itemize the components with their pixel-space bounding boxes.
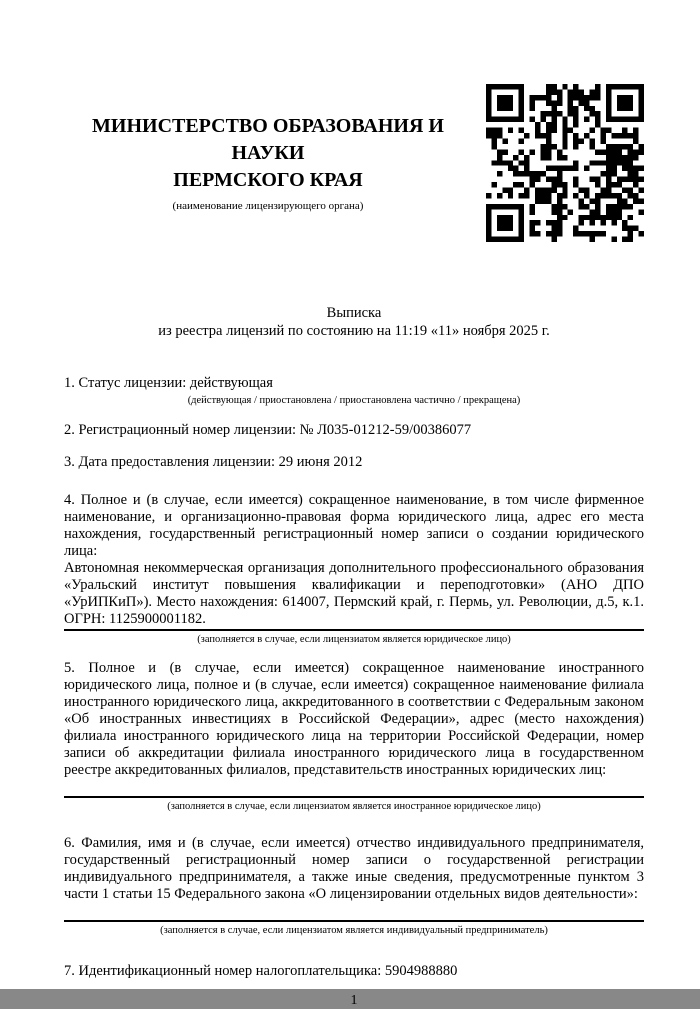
legal-entity-caption: (заполняется в случае, если лицензиатом является юридическое лицо) <box>197 634 511 645</box>
ministry-name-line2: ПЕРМСКОГО КРАЯ <box>173 169 363 191</box>
taxpayer-number-text: 7. Идентификационный номер налогоплательщика: 5904988880 <box>64 963 458 979</box>
item-license-number <box>64 422 644 439</box>
title-line1: Выписка <box>326 305 382 321</box>
license-grant-date-text: 3. Дата предоставления лицензии: 29 июня 2012 <box>64 454 363 470</box>
document-body <box>64 375 644 1009</box>
legal-entity-label: 4. Полное и (в случае, если имеется) сокращенное наименование, в том числе фирменное наименование, и организационно-правовая форма юридического лица, адрес его места нахождения, государственный регистрационный номер записи о создании юридического лица: <box>64 492 644 559</box>
fill-line-entrepreneur <box>64 920 644 922</box>
fill-line-foreign-entity <box>64 796 644 798</box>
licensing-authority-block <box>64 113 486 213</box>
fill-line-legal-entity <box>64 629 644 631</box>
title-line2: из реестра лицензий по состоянию на 11:19 «11» ноября 2025 г. <box>158 323 550 339</box>
page-number: 1 <box>350 993 358 1008</box>
license-status-text: 1. Статус лицензии: действующая <box>64 375 273 391</box>
item-legal-entity <box>64 492 644 646</box>
legal-entity-value: Автономная некоммерческая организация дополнительного профессионального образования «Уральский институт повышения квалификации и переподготовки» (АНО ДПО «УрИПКиП»). Место нахождения: 614007, Пермский край, г. Пермь, ул. Революции, д.5, к.1. ОГРН: 1125900001182. <box>64 560 644 627</box>
document-title <box>64 304 644 340</box>
item-foreign-entity <box>64 660 644 813</box>
license-number-text: 2. Регистрационный номер лицензии: № Л035-01212-59/00386077 <box>64 422 472 438</box>
foreign-entity-blank-value <box>64 779 644 795</box>
license-status-caption: (действующая / приостановлена / приостановлена частично / прекращена) <box>187 395 521 406</box>
entrepreneur-caption: (заполняется в случае, если лицензиатом является индивидуальный предприниматель) <box>160 925 548 936</box>
ministry-caption: (наименование лицензирующего органа) <box>172 200 364 212</box>
item-taxpayer-number <box>64 963 644 980</box>
entrepreneur-blank-value <box>64 903 644 919</box>
item-license-status <box>64 375 644 407</box>
qr-code-icon <box>486 84 644 242</box>
document-header <box>64 84 644 242</box>
ministry-name-line1: МИНИСТЕРСТВО ОБРАЗОВАНИЯ И НАУКИ <box>92 115 444 164</box>
item-license-grant-date <box>64 454 644 471</box>
foreign-entity-label: 5. Полное и (в случае, если имеется) сокращенное наименование иностранного юридического лица, полное и (в случае, если имеется) сокращенное наименование филиала иностранного юридического лица, аккредитованного в соответствии с Федеральным законом «Об иностранных инвестициях в Российской Федерации», адрес (место нахождения) филиала иностранного юридического лица на территории Российской Федерации, номер записи об аккредитации филиала иностранного юридического лица в государственном реестре аккредитованных филиалов, представительств иностранных юридических лиц: <box>64 660 644 778</box>
item-entrepreneur <box>64 835 644 937</box>
entrepreneur-label: 6. Фамилия, имя и (в случае, если имеется) отчество индивидуального предпринимателя, государственный регистрационный номер записи о государственной регистрации индивидуального предпринимателя, а также иные сведения, предусмотренные пунктом 3 части 1 статьи 15 Федерального закона «О лицензировании отдельных видов деятельности»: <box>64 835 644 902</box>
foreign-entity-caption: (заполняется в случае, если лицензиатом является иностранное юридическое лицо) <box>167 801 541 812</box>
